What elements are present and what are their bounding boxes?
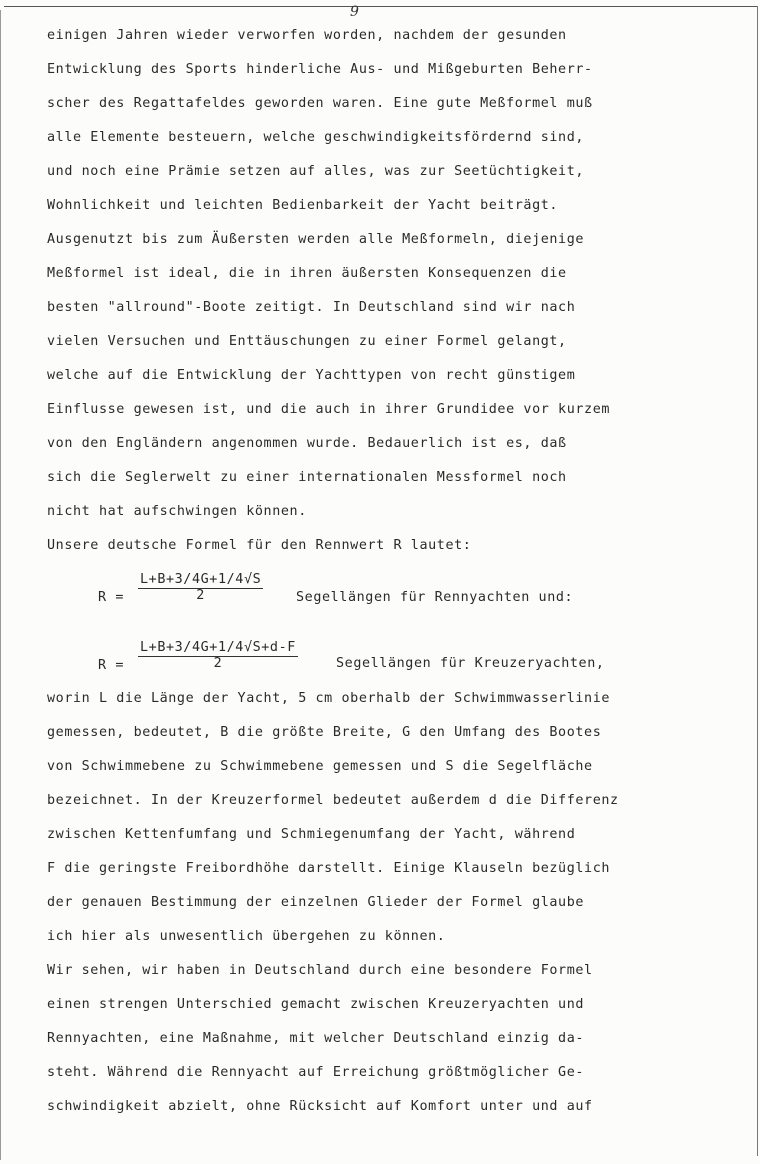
text-line: worin L die Länge der Yacht, 5 cm oberhalb der Schwimmwasserlinie xyxy=(47,691,611,706)
text-line: Wohnlichkeit und leichten Bedienbarkeit der Yacht beiträgt. xyxy=(47,198,559,213)
text-line: alle Elemente besteuern, welche geschwindigkeitsfördernd sind, xyxy=(47,130,585,145)
text-line: einen strengen Unterschied gemacht zwischen Kreuzeryachten und xyxy=(47,997,585,1012)
formula-intro: Unsere deutsche Formel für den Rennwert R lautet: xyxy=(47,538,472,553)
formula-lhs: R = xyxy=(98,590,124,605)
text-line: schwindigkeit abzielt, ohne Rücksicht auf Komfort unter und auf xyxy=(47,1099,593,1114)
text-line: steht. Während die Rennyacht auf Erreichung größtmöglicher Ge- xyxy=(47,1065,585,1080)
text-line: sich die Seglerwelt zu einer internationalen Messformel noch xyxy=(47,470,567,485)
text-line: Rennyachten, eine Maßnahme, mit welcher Deutschland einzig da- xyxy=(47,1031,585,1046)
right-border-line xyxy=(757,6,758,1156)
text-line: von Schwimmebene zu Schwimmebene gemessen und S die Segelfläche xyxy=(47,759,593,774)
text-line: vielen Versuchen und Enttäuschungen zu einer Formel gelangt, xyxy=(47,334,567,349)
page-number: 9 xyxy=(350,4,360,20)
formula-lhs: R = xyxy=(98,658,124,673)
formula-denominator: 2 xyxy=(196,588,205,603)
text-line: zwischen Kettenfumfang und Schmiegenumfang der Yacht, während xyxy=(47,827,576,842)
formula-denominator: 2 xyxy=(213,656,223,671)
text-line: F die geringste Freibordhöhe darstellt. Einige Klauseln bezüglich xyxy=(47,861,611,876)
text-line: einigen Jahren wieder verworfen worden, nachdem der gesunden xyxy=(47,28,567,43)
text-line: und noch eine Prämie setzen auf alles, was zur Seetüchtigkeit, xyxy=(47,164,585,179)
text-line: Meßformel ist ideal, die in ihren äußersten Konsequenzen die xyxy=(47,266,567,281)
text-line: bezeichnet. In der Kreuzerformel bedeutet außerdem d die Differenz xyxy=(47,793,619,808)
formula-description: Segellängen für Rennyachten und: xyxy=(296,590,574,605)
text-line: nicht hat aufschwingen können. xyxy=(47,504,307,519)
text-line: welche auf die Entwicklung der Yachttypen von recht günstigem xyxy=(47,368,576,383)
text-line: Entwicklung des Sports hinderliche Aus- und Mißgeburten Beherr- xyxy=(47,62,593,77)
text-line: ich hier als unwesentlich übergehen zu können. xyxy=(47,929,446,944)
top-border-line xyxy=(4,6,758,7)
formula-fraction xyxy=(138,640,298,671)
formula-numerator: L+B+3/4G+1/4√S+d-F xyxy=(140,640,296,655)
text-line: scher des Regattafeldes geworden waren. Eine gute Meßformel muß xyxy=(47,96,593,111)
text-line: Ausgenutzt bis zum Äußersten werden alle Meßformeln, diejenige xyxy=(47,232,585,247)
formula-fraction xyxy=(138,572,263,603)
text-line: der genauen Bestimmung der einzelnen Glieder der Formel glaube xyxy=(47,895,585,910)
text-line: von den Engländern angenommen wurde. Bedauerlich ist es, daß xyxy=(47,436,567,451)
formula-numerator: L+B+3/4G+1/4√S xyxy=(140,572,262,587)
text-line: Wir sehen, wir haben in Deutschland durch eine besondere Formel xyxy=(47,963,593,978)
formula-description: Segellängen für Kreuzeryachten, xyxy=(336,656,605,671)
left-border-line xyxy=(0,10,1,1160)
text-line: gemessen, bedeutet, B die größte Breite, G den Umfang des Bootes xyxy=(47,725,602,740)
text-line: Einflusse gewesen ist, und die auch in ihrer Grundidee vor kurzem xyxy=(47,402,611,417)
text-line: besten "allround"-Boote zeitigt. In Deutschland sind wir nach xyxy=(47,300,576,315)
